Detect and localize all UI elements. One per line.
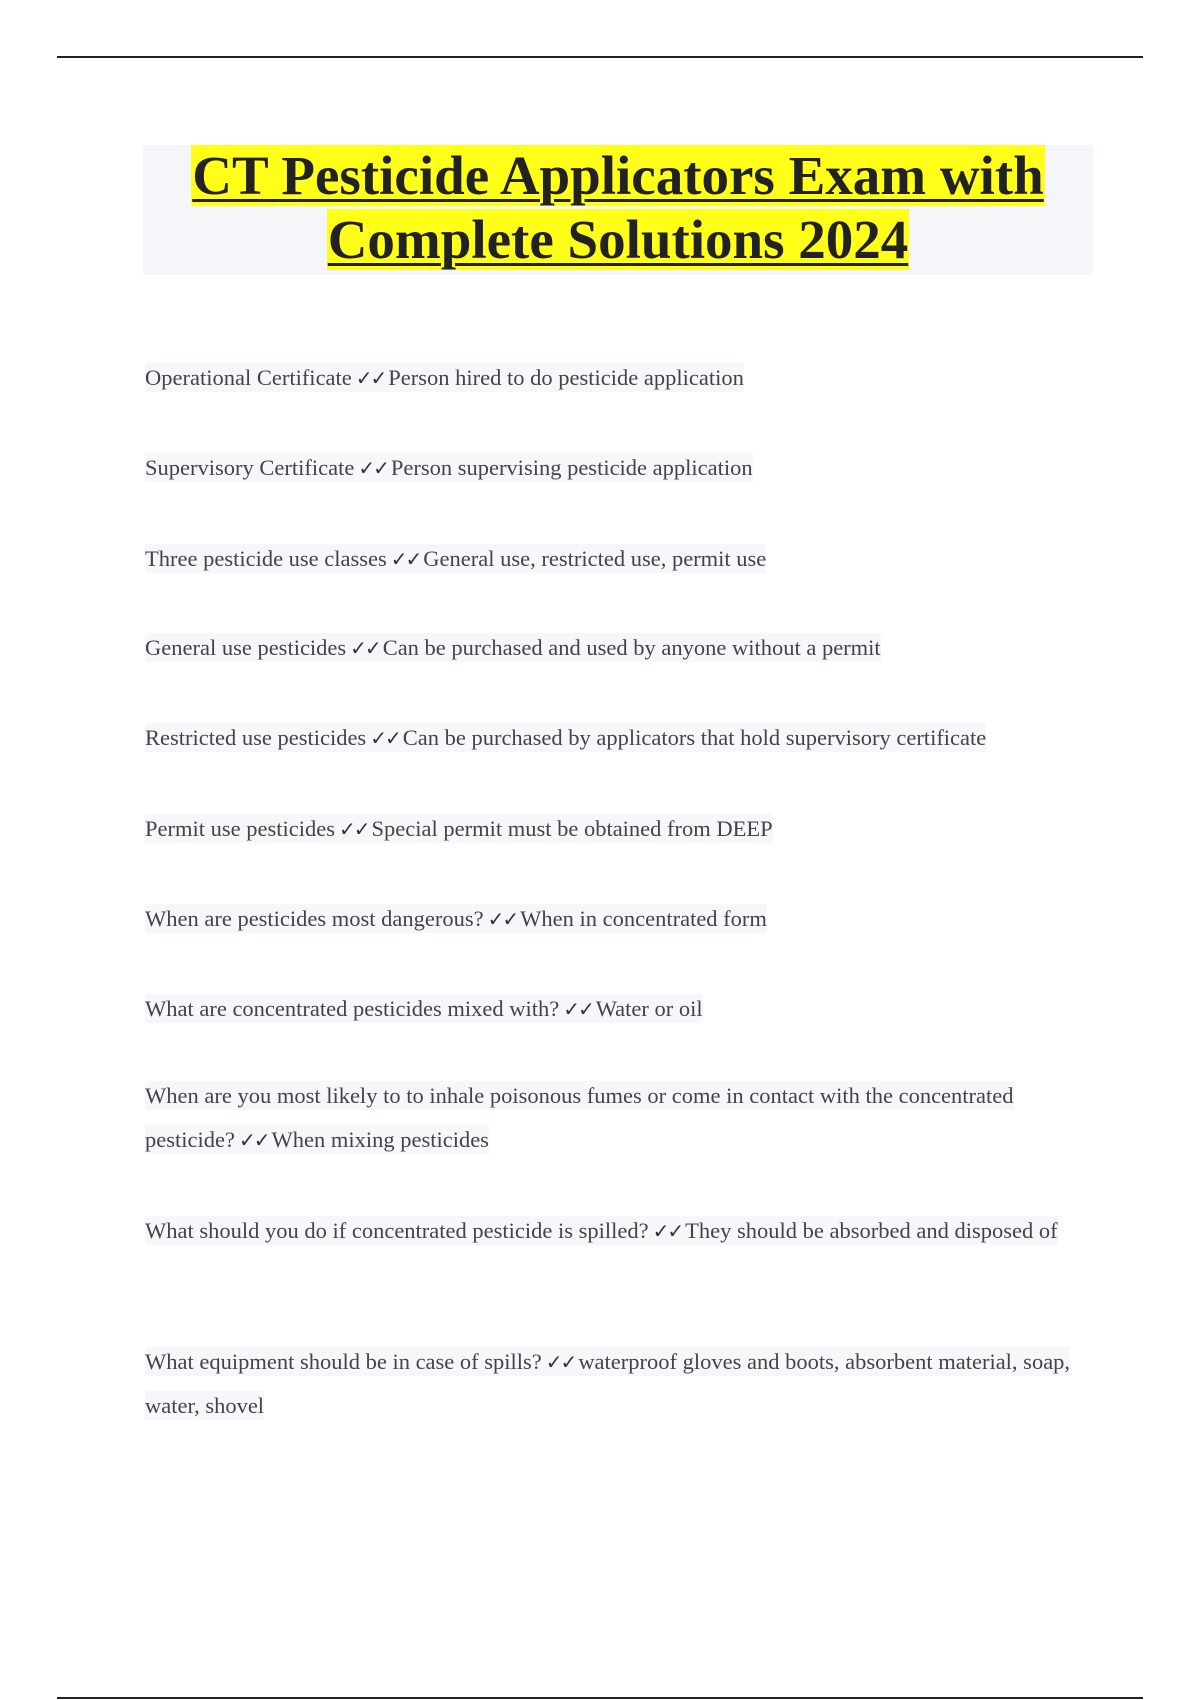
double-check-icon: ✓✓ xyxy=(487,907,518,931)
double-check-icon: ✓✓ xyxy=(563,997,593,1021)
qa-item xyxy=(145,626,1090,670)
qa-item xyxy=(145,897,1090,941)
answer-text: Special permit must be obtained from DEEP xyxy=(371,816,773,841)
qa-item xyxy=(145,807,1090,851)
qa-item xyxy=(145,537,1090,581)
double-check-icon: ✓✓ xyxy=(390,547,421,571)
bottom-rule xyxy=(57,1697,1143,1699)
double-check-icon: ✓✓ xyxy=(370,726,400,750)
double-check-icon: ✓✓ xyxy=(545,1350,576,1374)
question-text: What are concentrated pesticides mixed with? xyxy=(145,996,560,1021)
double-check-icon: ✓✓ xyxy=(350,636,380,660)
answer-text: Person supervising pesticide application xyxy=(390,455,753,480)
double-check-icon: ✓✓ xyxy=(652,1219,683,1243)
answer-text: General use, restricted use, permit use xyxy=(423,546,767,571)
document-title-line-2: Complete Solutions 2024 xyxy=(327,209,909,270)
question-text: What should you do if concentrated pesticide is spilled? xyxy=(145,1218,649,1243)
double-check-icon: ✓✓ xyxy=(238,1128,269,1152)
title-block xyxy=(143,145,1093,275)
question-text: General use pesticides xyxy=(145,635,347,660)
question-text: Three pesticide use classes xyxy=(145,546,387,571)
qa-item xyxy=(145,716,1090,760)
answer-text: Person hired to do pesticide application xyxy=(388,365,744,390)
answer-text: Can be purchased by applicators that hold supervisory certificate xyxy=(402,725,987,750)
double-check-icon: ✓✓ xyxy=(358,456,388,480)
double-check-icon: ✓✓ xyxy=(355,366,386,390)
double-check-icon: ✓✓ xyxy=(338,817,369,841)
answer-text: Water or oil xyxy=(595,996,703,1021)
answer-text: When in concentrated form xyxy=(520,906,767,931)
question-text: When are you most likely to to inhale poisonous fumes or come in contact with the concentrated pesticide? xyxy=(145,1083,1014,1152)
qa-item xyxy=(145,987,1090,1031)
question-text: Supervisory Certificate xyxy=(145,455,355,480)
question-text: Operational Certificate xyxy=(145,365,352,390)
question-text: What equipment should be in case of spills? xyxy=(145,1349,542,1374)
question-text: When are pesticides most dangerous? xyxy=(145,906,484,931)
qa-item xyxy=(145,356,1090,400)
answer-text: When mixing pesticides xyxy=(271,1127,489,1152)
question-text: Permit use pesticides xyxy=(145,816,335,841)
top-rule xyxy=(57,56,1143,58)
question-text: Restricted use pesticides xyxy=(145,725,367,750)
answer-text: They should be absorbed and disposed of xyxy=(685,1218,1058,1243)
answer-text: Can be purchased and used by anyone without a permit xyxy=(382,635,881,660)
document-title-line-1: CT Pesticide Applicators Exam with xyxy=(192,145,1044,206)
qa-item xyxy=(145,446,1090,490)
qa-item xyxy=(145,1074,1090,1162)
qa-item xyxy=(145,1340,1090,1428)
answer-text: waterproof gloves and boots, absorbent material, soap, water, shovel xyxy=(145,1349,1071,1418)
qa-item xyxy=(145,1209,1090,1253)
